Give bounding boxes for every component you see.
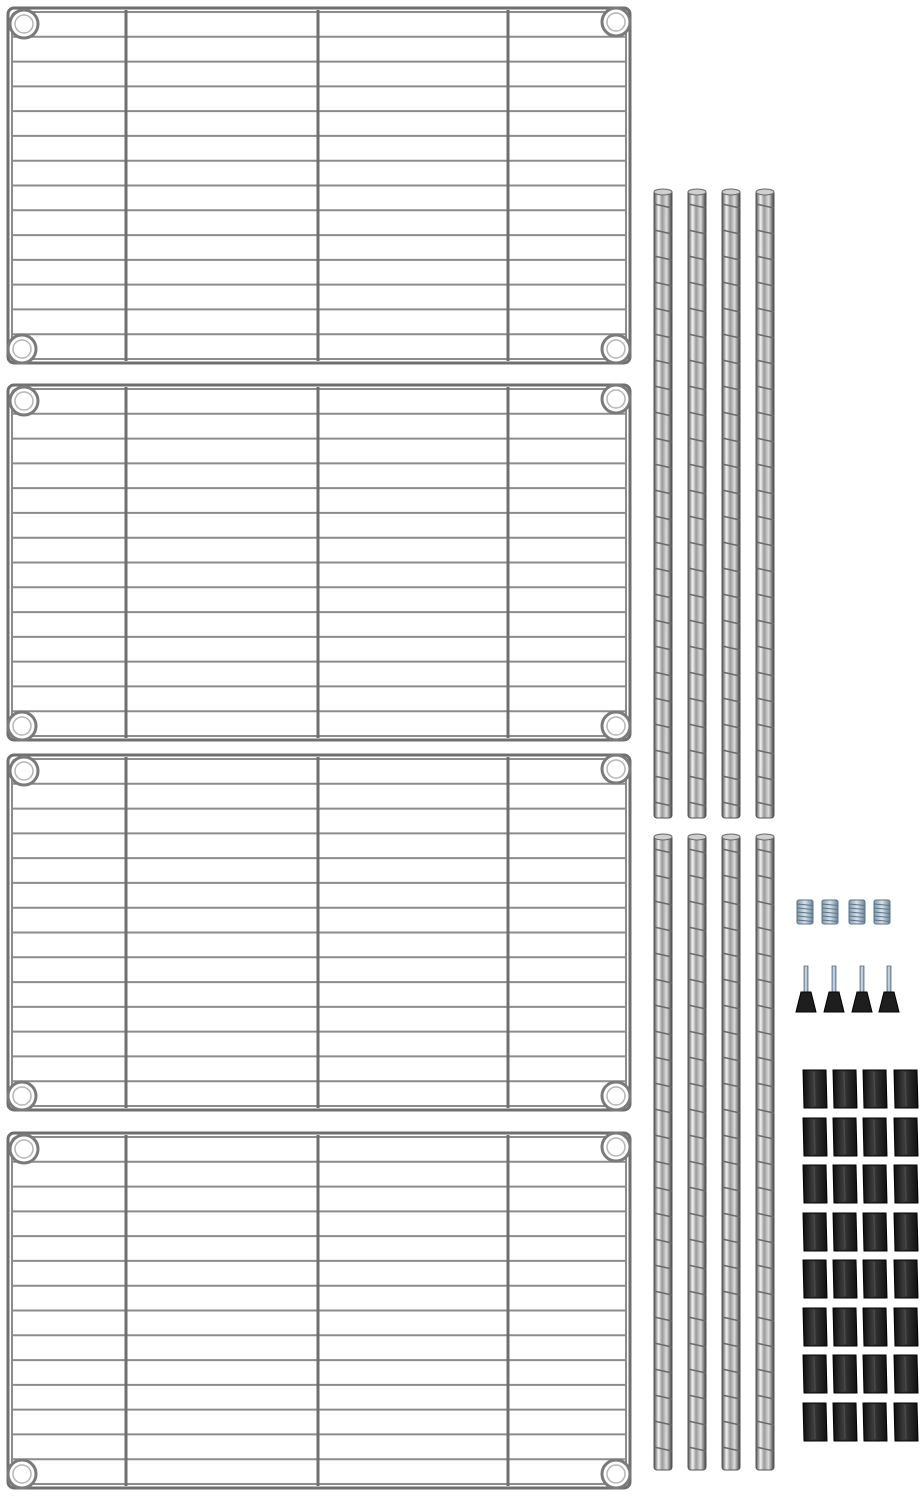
clip-slit xyxy=(874,1167,875,1201)
clip-slit xyxy=(844,1357,845,1391)
shelf-corner-hole xyxy=(607,1087,625,1105)
shelf-corner-hole xyxy=(13,1465,31,1483)
pole xyxy=(722,834,740,1470)
leveling-adapter xyxy=(874,900,890,924)
sleeve-clip xyxy=(894,1118,918,1156)
shelf-corner-hole xyxy=(607,1465,625,1483)
sleeve-clip xyxy=(803,1213,827,1251)
pole xyxy=(654,189,672,818)
sleeve-clip xyxy=(833,1403,857,1441)
clip-slit xyxy=(814,1310,815,1344)
clip-slit xyxy=(844,1310,845,1344)
sleeve-clip xyxy=(803,1118,827,1156)
shelf-corner-hole xyxy=(13,340,31,358)
clip-slit xyxy=(814,1262,815,1296)
foot-bolt xyxy=(804,966,808,992)
shelf-corner-hole xyxy=(607,13,625,31)
shelf-corner-hole xyxy=(13,717,31,735)
sleeve-clip xyxy=(894,1165,918,1203)
leveling-feet-group xyxy=(796,966,899,1012)
wire-shelf xyxy=(8,385,630,740)
sleeve-clip xyxy=(803,1070,827,1108)
pole xyxy=(756,189,774,818)
pole-top-cap xyxy=(688,189,706,195)
sleeve-clip xyxy=(833,1070,857,1108)
pole xyxy=(688,189,706,818)
foot-bolt xyxy=(860,966,864,992)
clip-slit xyxy=(814,1120,815,1154)
sleeve-clip xyxy=(803,1308,827,1346)
leveling-adapter xyxy=(849,900,865,924)
clip-slit xyxy=(814,1357,815,1391)
clip-slit xyxy=(874,1357,875,1391)
foot-base xyxy=(879,992,899,1012)
foot-base xyxy=(852,992,872,1012)
shelf-corner-hole xyxy=(15,15,33,33)
wire-shelf xyxy=(8,755,630,1110)
leveling-adapter xyxy=(822,900,838,924)
clip-slit xyxy=(905,1072,906,1106)
pole-top-cap xyxy=(654,834,672,840)
sleeve-clip xyxy=(863,1213,887,1251)
sleeve-clips-group xyxy=(803,1070,918,1441)
sleeve-clip xyxy=(863,1070,887,1108)
foot-base xyxy=(824,992,844,1012)
clip-slit xyxy=(814,1405,815,1439)
clip-slit xyxy=(905,1167,906,1201)
pole-top-cap xyxy=(756,189,774,195)
shelf-corner-hole xyxy=(607,1138,625,1156)
sleeve-clip xyxy=(803,1403,827,1441)
shelf-corner-hole xyxy=(13,1087,31,1105)
pole xyxy=(654,834,672,1470)
sleeve-clip xyxy=(803,1165,827,1203)
pole xyxy=(722,189,740,818)
clip-slit xyxy=(814,1215,815,1249)
pole xyxy=(756,834,774,1470)
clip-slit xyxy=(844,1405,845,1439)
sleeve-clip xyxy=(894,1308,918,1346)
poles-group xyxy=(654,189,774,1470)
leveling-foot xyxy=(796,966,816,1012)
clip-slit xyxy=(844,1215,845,1249)
leveling-adapter xyxy=(797,900,813,924)
foot-bolt xyxy=(832,966,836,992)
leveling-foot xyxy=(852,966,872,1012)
pole-top-cap xyxy=(688,834,706,840)
sleeve-clip xyxy=(803,1260,827,1298)
clip-slit xyxy=(874,1262,875,1296)
clip-slit xyxy=(905,1215,906,1249)
sleeve-clip xyxy=(833,1308,857,1346)
shelf-corner-hole xyxy=(607,717,625,735)
sleeve-clip xyxy=(863,1308,887,1346)
sleeve-clip xyxy=(863,1260,887,1298)
clip-slit xyxy=(844,1120,845,1154)
clip-slit xyxy=(905,1262,906,1296)
pole-top-cap xyxy=(722,834,740,840)
sleeve-clip xyxy=(894,1355,918,1393)
sleeve-clip xyxy=(894,1213,918,1251)
wire-shelf xyxy=(8,1133,630,1488)
clip-slit xyxy=(874,1215,875,1249)
leveling-foot xyxy=(879,966,899,1012)
clip-slit xyxy=(905,1405,906,1439)
foot-bolt xyxy=(887,966,891,992)
clip-slit xyxy=(874,1310,875,1344)
clip-slit xyxy=(844,1072,845,1106)
clip-slit xyxy=(844,1262,845,1296)
shelf-corner-hole xyxy=(15,762,33,780)
pole-top-cap xyxy=(756,834,774,840)
clip-slit xyxy=(874,1072,875,1106)
sleeve-clip xyxy=(833,1260,857,1298)
pole-top-cap xyxy=(654,189,672,195)
pole xyxy=(688,834,706,1470)
sleeve-clip xyxy=(894,1260,918,1298)
sleeve-clip xyxy=(833,1165,857,1203)
clip-slit xyxy=(905,1310,906,1344)
sleeve-clip xyxy=(833,1355,857,1393)
shelf-corner-hole xyxy=(607,760,625,778)
leveling-foot xyxy=(824,966,844,1012)
clip-slit xyxy=(844,1167,845,1201)
shelf-corner-hole xyxy=(607,390,625,408)
sleeve-clip xyxy=(833,1118,857,1156)
sleeve-clip xyxy=(894,1403,918,1441)
wire-shelf xyxy=(8,8,630,363)
sleeve-clip xyxy=(863,1403,887,1441)
clip-slit xyxy=(905,1357,906,1391)
sleeve-clip xyxy=(833,1213,857,1251)
wire-shelves-group xyxy=(8,8,630,1488)
leveling-adapters-group xyxy=(797,900,890,924)
sleeve-clip xyxy=(803,1355,827,1393)
clip-slit xyxy=(874,1405,875,1439)
clip-slit xyxy=(874,1120,875,1154)
sleeve-clip xyxy=(863,1118,887,1156)
shelf-corner-hole xyxy=(15,392,33,410)
clip-slit xyxy=(905,1120,906,1154)
foot-base xyxy=(796,992,816,1012)
shelf-corner-hole xyxy=(15,1140,33,1158)
shelf-corner-hole xyxy=(607,340,625,358)
sleeve-clip xyxy=(863,1165,887,1203)
sleeve-clip xyxy=(863,1355,887,1393)
pole-top-cap xyxy=(722,189,740,195)
clip-slit xyxy=(814,1167,815,1201)
sleeve-clip xyxy=(894,1070,918,1108)
clip-slit xyxy=(814,1072,815,1106)
